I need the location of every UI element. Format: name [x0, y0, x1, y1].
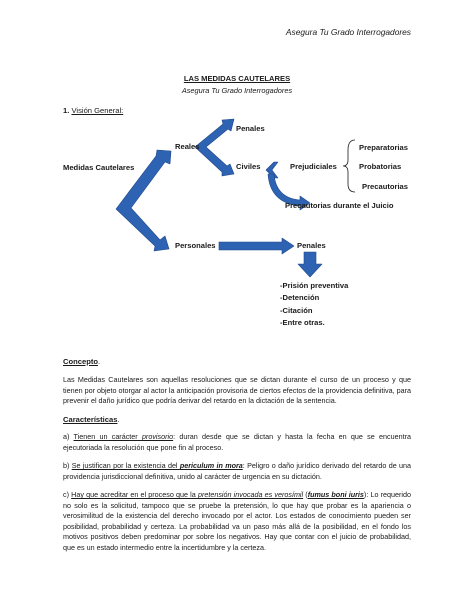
caracteristicas-heading-dot: .	[117, 415, 120, 424]
caracteristica-b	[63, 461, 411, 482]
list-item-otras: -Entre otras.	[280, 318, 325, 327]
arrow-down-penales	[298, 252, 322, 277]
node-medidas-cautelares: Medidas Cautelares	[63, 163, 135, 172]
node-precautorias-juicio: Precautorias durante el Juicio	[285, 201, 394, 210]
list-item-citacion: -Citación	[280, 306, 313, 315]
running-header: Asegura Tu Grado Interrogadores	[285, 27, 411, 37]
item-b-prefix: b)	[63, 461, 72, 470]
concepto-paragraph: Las Medidas Cautelares son aquellas resoluciones que se dictan durante el curso de un proceso y que tienen por objeto otorgar al actor la anticipación provisoria de ciertos efectos de la providencia definitiva, para prevenir el daño jurídico que podría derivar del retardo en la dictación de la sentencia.	[63, 375, 411, 406]
item-c-prefix: c)	[63, 490, 72, 499]
node-probatorias: Probatorias	[359, 162, 402, 171]
item-b-periculum: periculum in mora	[179, 461, 243, 470]
caracteristicas-heading	[63, 415, 120, 424]
node-penales-top: Penales	[236, 124, 265, 133]
node-civiles: Civiles	[236, 162, 261, 171]
item-a-text: : duran desde que se dictan y hasta la fecha en que se encuentra ejecutoriada la resolución que pone fin al proceso.	[63, 432, 411, 452]
item-a-underlined: Tienen un carácter	[73, 432, 142, 441]
node-penales-bottom: Penales	[297, 241, 326, 250]
caracteristica-a	[63, 432, 411, 453]
item-c-text: : Lo requerido no solo es la solicitud, tampoco que se pruebe la pretensión, lo que hay que probar es la apariencia o verosimilitud de la existencia del derecho invocado por el actor. Los estados de conocimiento pueden ser posibilidad, probabilidad y certeza. La probabilidad va un paso más allá de la posibilidad, en el fondo los motivos positivos deben predominar por sobre los negativos. Hay que contar con el juicio de probabilidad, que es un estado intermedio entre la incertidumbre y la certeza.	[63, 490, 412, 552]
concepto-heading	[63, 357, 100, 366]
list-item-prision: -Prisión preventiva	[280, 281, 349, 290]
node-preparatorias: Preparatorias	[359, 143, 408, 152]
node-personales: Personales	[175, 241, 216, 250]
brace-prejudiciales	[343, 140, 355, 192]
caracteristica-c	[63, 490, 411, 554]
document-subtitle: Asegura Tu Grado Interrogadores	[181, 86, 293, 95]
item-c-fumus: fumus boni iuris	[307, 490, 364, 499]
item-c-paren-close: )	[363, 490, 367, 499]
list-item-detencion: -Detención	[280, 293, 320, 302]
concepto-heading-text: Concepto	[63, 357, 99, 366]
item-b-underlined: Se justifican por la existencia del	[71, 461, 180, 470]
node-reales: Reales	[175, 142, 200, 151]
item-b-text: : Peligro o daño jurídico derivado del retardo de una providencia jurisdiccional definitiva, unido al carácter de urgencia en su dictación.	[63, 461, 411, 481]
item-c-underlined: Hay que acreditar en el proceso que la	[71, 490, 198, 499]
node-precautorias: Precautorias	[362, 182, 409, 191]
document-title: LAS MEDIDAS CAUTELARES	[183, 74, 291, 83]
section-number: 1.	[63, 106, 70, 115]
item-c-paren-open: (	[303, 490, 308, 499]
item-a-prefix: a)	[63, 432, 74, 441]
chevron-reales-arrow	[195, 119, 234, 176]
arrow-personales-penales	[219, 238, 294, 254]
node-prejudiciales: Prejudiciales	[290, 162, 337, 171]
section-label: Visión General:	[71, 106, 124, 115]
item-a-provisorio: provisorio	[141, 432, 174, 441]
item-c-pretension: pretensión invocada es verosímil	[197, 490, 304, 499]
concepto-heading-dot: .	[98, 357, 101, 366]
caracteristicas-heading-text: Características	[63, 415, 118, 424]
